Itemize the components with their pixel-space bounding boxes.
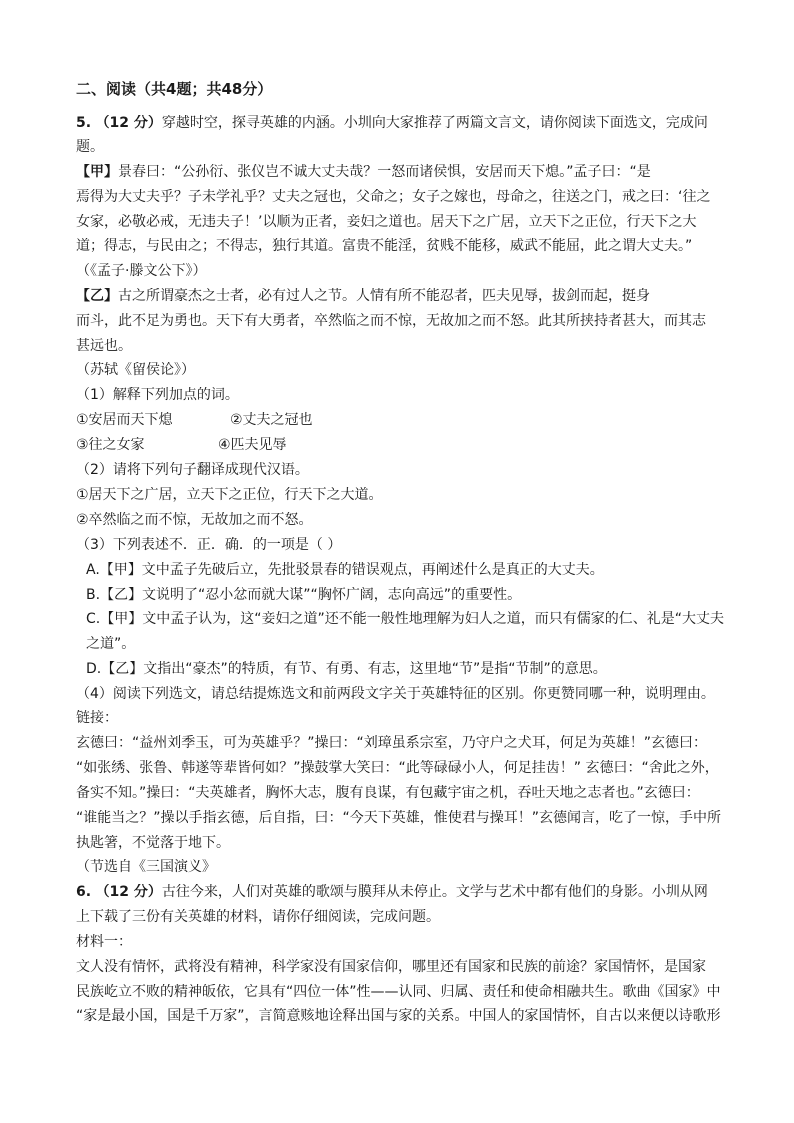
sub-question-1: （1）解释下列加点的词。: [76, 387, 239, 403]
yi-line-1: [76, 288, 736, 305]
jia-line-3: 女家，必敬必戒，无违夫子！’以顺为正者，妾妇之道也。居天下之广居，立天下之正位，行天下之大: [76, 214, 697, 230]
material-1-line-3: “家是最小国，国是千万家”，言简意赅地诠释出国与家的关系。中国人的家国情怀，自古以来便以诗歌形: [76, 1008, 721, 1024]
jia-line-1: [76, 164, 736, 181]
sub-question-2: （2）请将下列句子翻译成现代汉语。: [76, 462, 309, 478]
option-c-line-2: 之道”。: [86, 636, 136, 652]
link-line-1: 玄德曰：“益州刘季玉，可为英雄乎？”操曰：“刘璋虽系宗室，乃守户之犬耳，何足为英雄！”玄德曰：: [76, 735, 708, 751]
jia-tag: 【甲】: [76, 164, 118, 180]
link-line-2: “如张绣、张鲁、韩遂等辈皆何如？”操鼓掌大笑曰：“此等碌碌小人，何足挂齿！” 玄德曰：“舍此之外，: [76, 760, 719, 776]
link-line-4: “谁能当之？”操以手指玄德，后自指，曰：“今天下英雄，惟使君与操耳！”玄德闻言，吃了一惊，手中所: [76, 810, 722, 826]
q6-intro-line-2: 上下载了三份有关英雄的材料，请你仔细阅读，完成问题。: [76, 909, 440, 925]
material-1-line-1: 文人没有情怀，武将没有精神，科学家没有国家信仰，哪里还有国家和民族的前途？家国情怀，是国家: [76, 959, 706, 975]
sub2-item-a: ①居天下之广居，立天下之正位，行天下之大道。: [76, 487, 383, 503]
sub1-items-row-2: [76, 437, 736, 454]
q6-score: （12 分）: [95, 884, 162, 900]
q5-intro-line-2: 题。: [76, 139, 104, 155]
sub-question-3: （3）下列表述不．正．确．的一项是（ ）: [76, 537, 342, 553]
q5-number: 5.: [76, 115, 92, 131]
sub1-items-row-1: [76, 412, 736, 429]
yi-line-3: 甚远也。: [76, 338, 132, 354]
q6-number: 6.: [76, 884, 92, 900]
q6-intro-text: 古往今来，人们对英雄的歌颂与膜拜从未停止。文学与艺术中都有他们的身影。小圳从网: [161, 884, 708, 900]
sub1-item-b: ②丈夫之冠也: [230, 412, 313, 428]
section-title: 二、阅读（共4题；共48分）: [76, 81, 273, 98]
link-line-5: 执匙箸，不觉落于地下。: [76, 835, 230, 851]
yi-source: （苏轼《留侯论》）: [76, 362, 195, 378]
link-source: （节选自《三国演义》: [76, 859, 216, 875]
material-label: 材料一：: [76, 934, 132, 950]
sub1-item-a: ①安居而天下熄: [76, 412, 173, 428]
sub1-item-d: ④匹夫见辱: [218, 437, 287, 453]
material-1-line-2: 民族屹立不败的精神皈依，它具有“四位一体”性——认同、归属、责任和使命相融共生。歌曲《国家》中: [76, 984, 721, 1000]
jia-source: （《孟子·滕文公下》）: [76, 263, 207, 279]
sub2-item-b: ②卒然临之而不惊，无故加之而不怒。: [76, 512, 313, 528]
option-c-line-1: C.【甲】文中孟子认为，这“妾妇之道”还不能一般性地理解为妇人之道，而只有儒家的仁、礼是“大丈夫: [86, 611, 724, 627]
q5-score: （12 分）: [95, 115, 162, 131]
option-d: D.【乙】文指出“豪杰”的特质，有节、有勇、有志，这里地“节”是指“节制”的意思。: [86, 661, 607, 677]
q6-intro-line-1: [76, 884, 736, 901]
sub1-item-c: ③往之女家: [76, 437, 145, 453]
jia-text-1: 景春曰：“公孙衍、张仪岂不诚大丈夫哉？一怒而诸侯惧，安居而天下熄。”孟子曰：“是: [118, 164, 651, 180]
jia-line-2: 焉得为大丈夫乎？子未学礼乎？丈夫之冠也，父命之；女子之嫁也，母命之，往送之门，戒之曰：‘往之: [76, 189, 711, 205]
jia-line-4: 道；得志，与民由之；不得志，独行其道。富贵不能淫，贫贱不能移，威武不能屈，此之谓大丈夫。”: [76, 238, 693, 254]
link-label: 链接：: [76, 710, 118, 726]
q5-intro-line-1: [76, 115, 736, 132]
yi-tag: 【乙】: [76, 288, 118, 304]
yi-text-1: 古之所谓豪杰之士者，必有过人之节。人情有所不能忍者，匹夫见辱，拔剑而起，挺身: [118, 288, 650, 304]
sub-question-4: （4）阅读下列选文，请总结提炼选文和前两段文字关于英雄特征的区别。你更赞同哪一种，说明理由。: [76, 686, 715, 702]
option-a: A.【甲】文中孟子先破后立，先批驳景春的错误观点，再阐述什么是真正的大丈夫。: [86, 562, 604, 578]
link-line-3: 备实不知。”操曰：“夫英雄者，胸怀大志，腹有良谋，有包藏宇宙之机，吞吐天地之志者也。”玄德曰：: [76, 785, 700, 801]
q5-intro-text: 穿越时空，探寻英雄的内涵。小圳向大家推荐了两篇文言文，请你阅读下面选文，完成问: [161, 115, 708, 131]
option-b: B.【乙】文说明了“忍小忿而就大谋”“胸怀广阔，志向高远”的重要性。: [86, 587, 522, 603]
yi-line-2: 而斗，此不足为勇也。天下有大勇者，卒然临之而不惊，无故加之而不怒。此其所挟持者甚大，而其志: [76, 313, 706, 329]
